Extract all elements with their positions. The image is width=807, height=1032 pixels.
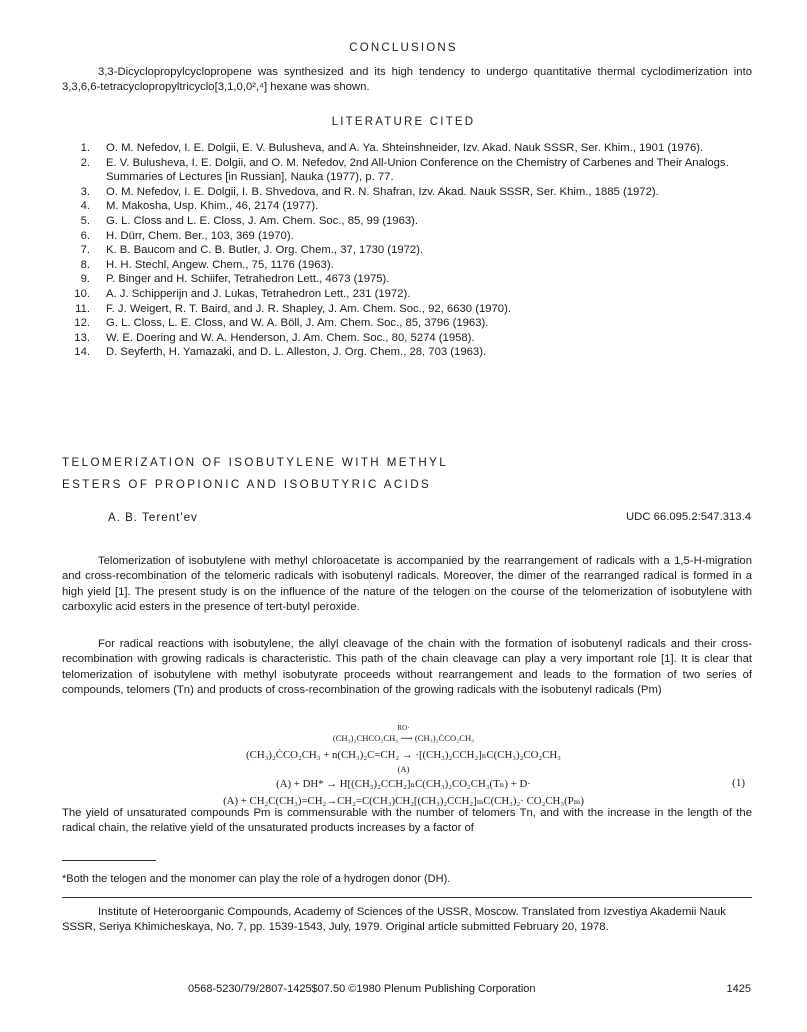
udc-code: UDC 66.095.2:547.313.4	[626, 511, 751, 523]
scheme-label-a: (A)	[397, 764, 410, 774]
reference-text: H. Dürr, Chem. Ber., 103, 369 (1970).	[106, 229, 294, 242]
conclusions-heading: CONCLUSIONS	[349, 42, 458, 54]
copyright-line: 0568-5230/79/2807-1425$07.50 ©1980 Plenum Publishing Corporation	[188, 983, 536, 995]
reference-number: 9 .	[70, 272, 90, 287]
scheme-line-4: (A) + CH₂C(CH₃)=CH₂→CH₂=C(CH₃)CH₂[(CH₃)₂CCH₂]ₘC(CH₃)₂· CO₂CH₃(Pₘ)	[223, 795, 584, 807]
page-number: 1425	[726, 983, 751, 995]
reference-text: E. V. Bulusheva, I. E. Dolgii, and O. M. Nefedov, 2nd All-Union Conference on the Chemistry of Carbenes and Their Analogs. Summaries of Lectures [in Russian], Nauka (1977), p. 77.	[106, 156, 729, 184]
third-paragraph: The yield of unsaturated compounds Pm is commensurable with the number of telomers Tn, and with the increase in the length of the radical chain, the relative yield of the unsaturated products increases by a factor of	[62, 807, 752, 835]
reference-number: 10 .	[70, 287, 90, 302]
reference-number: 13 .	[70, 331, 90, 346]
scheme-line-2: (CH₃)₂ĊCO₂CH₃ + n(CH₃)₂C=CH₂ → ·[(CH₃)₂CCH₂]ₙC(CH₃)₂CO₂CH₃	[246, 749, 561, 761]
reference-item	[62, 156, 752, 185]
second-paragraph: For radical reactions with isobutylene, the allyl cleavage of the chain with the formation of isobutenyl radicals and their cross-recombination with growing radicals is characteristic. This path of the chain cleavage can play a very important role [1]. It is clear that telomerization of isobutylene with methyl isobutyrate proceeds without rearrangement and leads to the formation of two series of compounds, telomers (Tn) and products of cross-recombination of the growing radicals with the isobutenyl radicals (Pm)	[62, 638, 752, 697]
literature-heading: LITERATURE CITED	[331, 116, 476, 128]
reference-item	[62, 258, 752, 273]
footnote: *Both the telogen and the monomer can play the role of a hydrogen donor (DH).	[62, 873, 451, 885]
reference-item	[62, 345, 752, 360]
conclusions-text: 3,3-Dicyclopropylcyclopropene was synthesized and its high tendency to undergo quantitative thermal cyclodimerization into 3,3,6,6-tetracyclopropyltricyclo[3,1,0,0²,⁴] hexane was shown.	[62, 66, 752, 94]
reference-number: 11 .	[70, 302, 90, 317]
reference-number: 14 .	[70, 345, 90, 360]
reference-list	[62, 141, 752, 360]
reference-text: P. Binger and H. Schiifer, Tetrahedron Lett., 4673 (1975).	[106, 273, 390, 286]
intro-paragraph: Telomerization of isobutylene with methyl chloroacetate is accompanied by the rearrangement of radicals with a 1,5-H-migration and cross-recombination of the telomeric radicals with isobutenyl radicals. Moreover, the dimer of the rearranged radical is formed in a high yield [1]. The present study is on the influence of the nature of the telogen on the course of the telomerization of isobutylene with carboxylic acid esters in the presence of tert-butyl peroxide.	[62, 555, 752, 614]
reference-item	[62, 229, 752, 244]
scheme-line-3: (A) + DH* → H[(CH₃)₂CCH₂]ₙC(CH₃)₂CO₂CH₃(Tₙ) + D·	[276, 778, 531, 790]
reference-number: 8 .	[70, 258, 90, 273]
article-author: A. B. Terent'ev	[108, 511, 198, 524]
reference-number: 2 .	[70, 156, 90, 171]
reference-number: 3 .	[70, 185, 90, 200]
reference-item	[62, 331, 752, 346]
reference-number: 4 .	[70, 199, 90, 214]
reference-item	[62, 185, 752, 200]
reference-text: F. J. Weigert, R. T. Baird, and J. R. Shapley, J. Am. Chem. Soc., 92, 6630 (1970).	[106, 302, 511, 315]
reference-item	[62, 199, 752, 214]
reference-item	[62, 214, 752, 229]
reference-item	[62, 243, 752, 258]
reference-number: 5 .	[70, 214, 90, 229]
reference-item	[62, 272, 752, 287]
reference-item	[62, 316, 752, 331]
reference-item	[62, 302, 752, 317]
article-title-line-1: TELOMERIZATION OF ISOBUTYLENE WITH METHYL	[62, 456, 449, 469]
reference-item	[62, 141, 752, 156]
reference-number: 7 .	[70, 243, 90, 258]
reference-text: G. L. Closs, L. E. Closs, and W. A. Böll, J. Am. Chem. Soc., 85, 3796 (1963).	[106, 317, 489, 330]
reference-item	[62, 287, 752, 302]
reference-text: M. Makosha, Usp. Khim., 46, 2174 (1977).	[106, 200, 319, 213]
reference-text: G. L. Closs and L. E. Closs, J. Am. Chem. Soc., 85, 99 (1963).	[106, 214, 419, 227]
article-title-line-2: ESTERS OF PROPIONIC AND ISOBUTYRIC ACIDS	[62, 478, 432, 491]
scheme-arrow-label: RO·	[397, 724, 410, 732]
equation-number: (1)	[732, 777, 745, 789]
reference-text: D. Seyferth, H. Yamazaki, and D. L. Alleston, J. Org. Chem., 28, 703 (1963).	[106, 346, 487, 359]
reference-text: A. J. Schipperijn and J. Lukas, Tetrahedron Lett., 231 (1972).	[106, 287, 411, 300]
reference-number: 1 .	[70, 141, 90, 156]
footnote-rule	[62, 860, 156, 861]
reference-text: O. M. Nefedov, I. E. Dolgii, I. B. Shvedova, and R. N. Shafran, Izv. Akad. Nauk SSSR, Ser. Khim., 1885 (1972).	[106, 185, 659, 198]
reference-text: O. M. Nefedov, I. E. Dolgii, E. V. Bulusheva, and A. Ya. Shteinshneider, Izv. Akad. Nauk SSSR, Ser. Khim., 1901 (1976).	[106, 142, 704, 154]
reference-text: H. H. Stechl, Angew. Chem., 75, 1176 (1963).	[106, 258, 334, 271]
scheme-line-1: (CH₃)₂CHCO₂CH₃ ⟶ (CH₃)₂ĊCO₂CH₃	[332, 733, 475, 743]
institute-rule	[62, 897, 752, 898]
institute-note: Institute of Heteroorganic Compounds, Academy of Sciences of the USSR, Moscow. Translated from Izvestiya Akademii Nauk SSSR, Seriya Khimicheskaya, No. 7, pp. 1539-1543, July, 1979. Original article submitted February 20, 1978.	[62, 906, 726, 934]
reference-text: K. B. Baucom and C. B. Butler, J. Org. Chem., 37, 1730 (1972).	[106, 244, 424, 257]
reference-text: W. E. Doering and W. A. Henderson, J. Am. Chem. Soc., 80, 5274 (1958).	[106, 331, 475, 344]
reference-number: 6 .	[70, 229, 90, 244]
reference-number: 12 .	[70, 316, 90, 331]
